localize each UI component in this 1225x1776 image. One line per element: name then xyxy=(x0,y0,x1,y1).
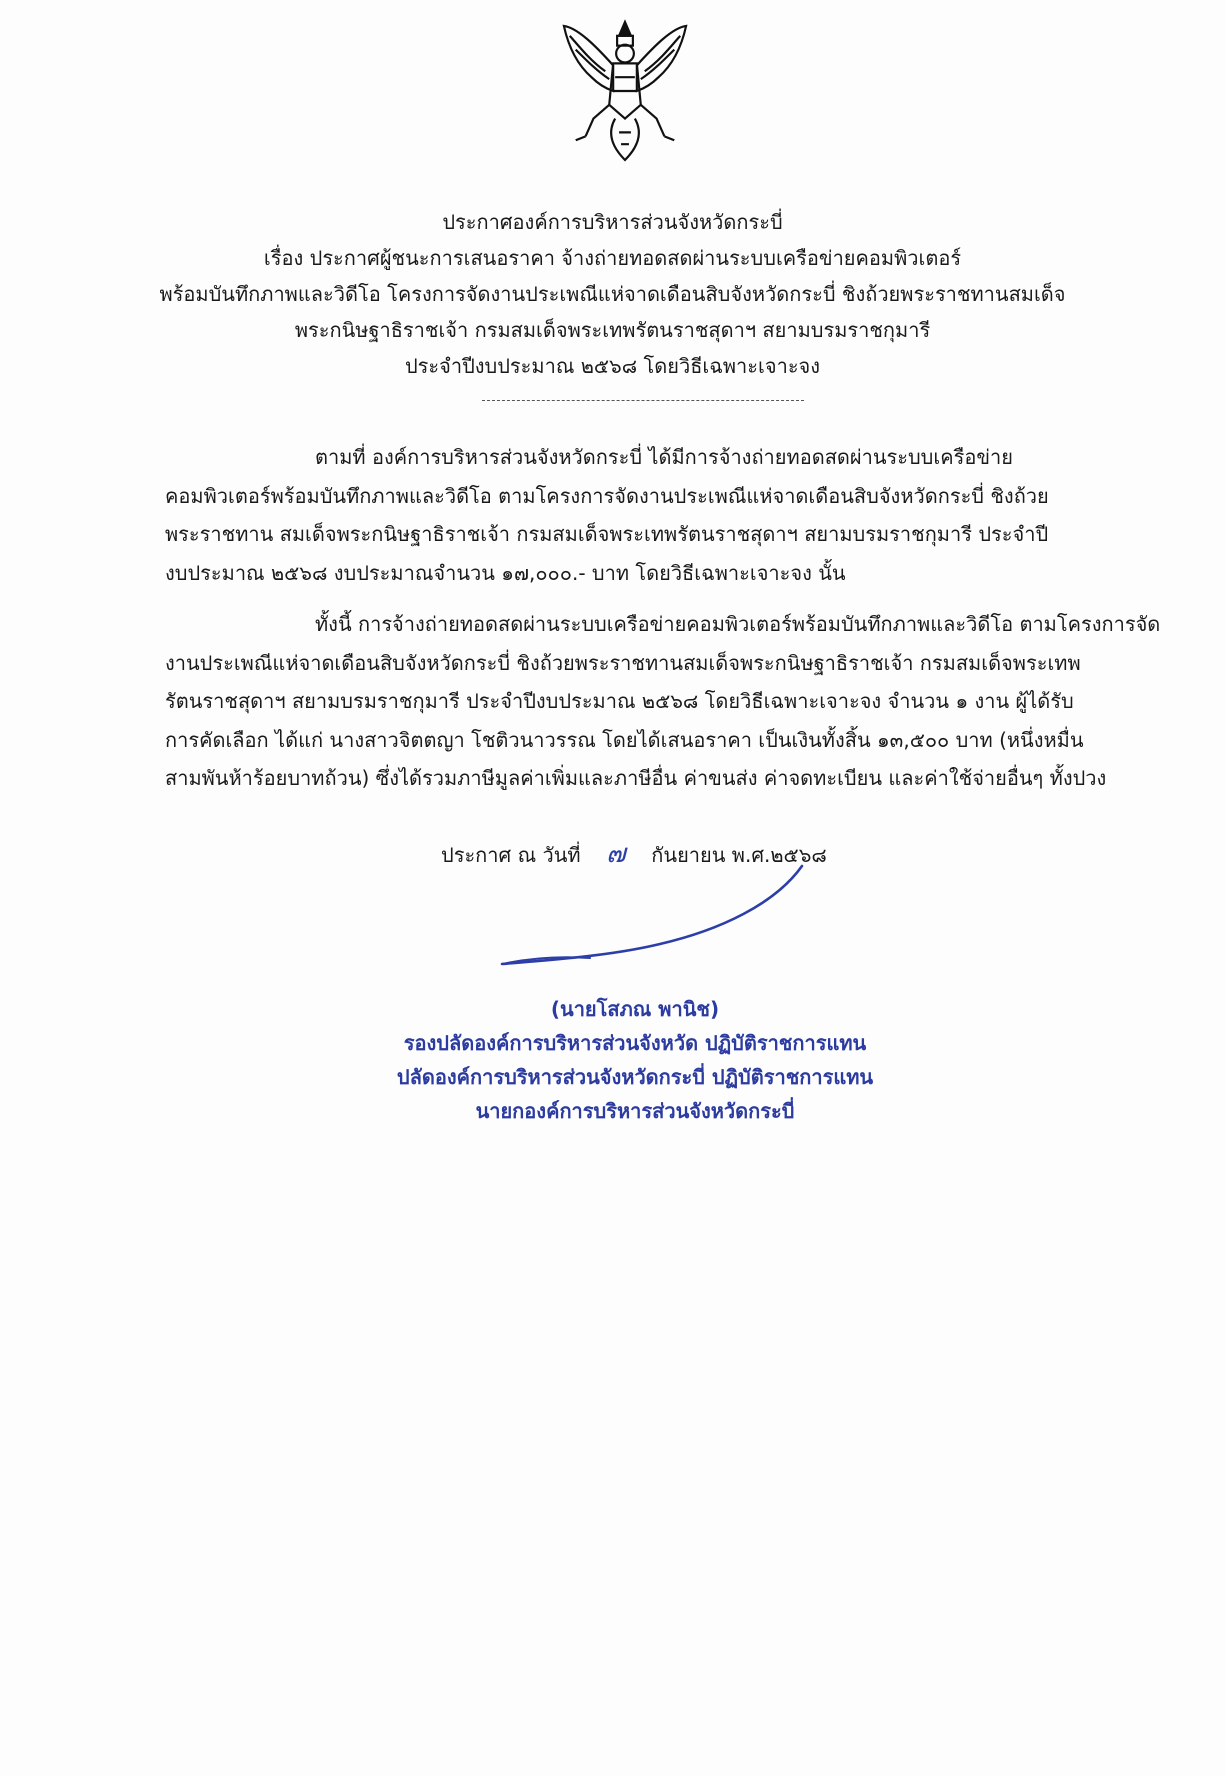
header-divider xyxy=(482,400,804,401)
paragraph-line: ตามที่ องค์การบริหารส่วนจังหวัดกระบี่ ได้มีการจ้างถ่ายทอดสดผ่านระบบเครือข่าย xyxy=(315,445,1013,469)
header-subject-line-2: พร้อมบันทึกภาพและวิดีโอ โครงการจัดงานประเพณีแห่จาดเดือนสิบจังหวัดกระบี่ ชิงถ้วยพระราชทานสมเด็จ xyxy=(159,282,1066,306)
paragraph-line: คอมพิวเตอร์พร้อมบันทึกภาพและวิดีโอ ตามโครงการจัดงานประเพณีแห่จาดเดือนสิบจังหวัดกระบี่ ชิงถ้วย xyxy=(165,483,1049,508)
signer-position-line-2: ปลัดองค์การบริหารส่วนจังหวัดกระบี่ ปฏิบัติราชการแทน xyxy=(396,1065,874,1089)
announcement-header xyxy=(150,204,1075,384)
paragraph-line: สามพันห้าร้อยบาทถ้วน) ซึ่งได้รวมภาษีมูลค่าเพิ่มและภาษีอื่น ค่าขนส่ง ค่าจดทะเบียน และค่าใช้จ่ายอื่นๆ ทั้งปวง xyxy=(165,766,1107,790)
paragraph-line: งานประเพณีแห่จาดเดือนสิบจังหวัดกระบี่ ชิงถ้วยพระราชทานสมเด็จพระกนิษฐาธิราชเจ้า กรมสมเด็จพระเทพ xyxy=(165,650,1081,675)
signer-position-line-3: นายกองค์การบริหารส่วนจังหวัดกระบี่ xyxy=(475,1099,795,1123)
garuda-emblem-icon xyxy=(556,14,694,166)
header-subject: เรื่อง ประกาศผู้ชนะการเสนอราคา จ้างถ่ายทอดสดผ่านระบบเครือข่ายคอมพิวเตอร์ xyxy=(263,246,962,270)
paragraph-line: ทั้งนี้ การจ้างถ่ายทอดสดผ่านระบบเครือข่ายคอมพิวเตอร์พร้อมบันทึกภาพและวิดีโอ ตามโครงการจัด xyxy=(315,612,1161,636)
date-day-handwritten: ๗ xyxy=(606,839,626,869)
signature-stroke xyxy=(490,860,820,975)
paragraph-line: พระราชทาน สมเด็จพระกนิษฐาธิราชเจ้า กรมสมเด็จพระเทพรัตนราชสุดาฯ สยามบรมราชกุมารี ประจำปี xyxy=(165,522,1049,546)
header-title: ประกาศองค์การบริหารส่วนจังหวัดกระบี่ xyxy=(442,210,783,234)
header-subject-line-3: พระกนิษฐาธิราชเจ้า กรมสมเด็จพระเทพรัตนราชสุดาฯ สยามบรมราชกุมารี xyxy=(294,318,931,342)
paragraph-line: รัตนราชสุดาฯ สยามบรมราชกุมารี ประจำปีงบประมาณ ๒๕๖๘ โดยวิธีเฉพาะเจาะจง จำนวน ๑ งาน ผู้ได้รับ xyxy=(165,689,1074,713)
signer-position: รองปลัดองค์การบริหารส่วนจังหวัด ปฏิบัติราชการแทน xyxy=(403,1031,867,1055)
date-prefix: ประกาศ ณ วันที่ xyxy=(441,843,581,867)
paragraph-line: การคัดเลือก ได้แก่ นางสาวจิตตญา โชติวนาวรรณ โดยได้เสนอราคา เป็นเงินทั้งสิ้น ๑๓,๕๐๐ บาท (หนึ่งหมื่น xyxy=(165,727,1084,752)
signer-name: (นายโสภณ พานิช) xyxy=(550,997,720,1021)
header-subject-line-4: ประจำปีงบประมาณ ๒๕๖๘ โดยวิธีเฉพาะเจาะจง xyxy=(404,354,821,378)
paragraph-background xyxy=(165,438,1120,592)
paragraph-award xyxy=(165,605,1161,798)
date-suffix: กันยายน พ.ศ.๒๕๖๘ xyxy=(651,843,827,867)
signature-block xyxy=(350,992,920,1128)
paragraph-line: งบประมาณ ๒๕๖๘ งบประมาณจำนวน ๑๗,๐๐๐.- บาท โดยวิธีเฉพาะเจาะจง นั้น xyxy=(165,560,846,585)
